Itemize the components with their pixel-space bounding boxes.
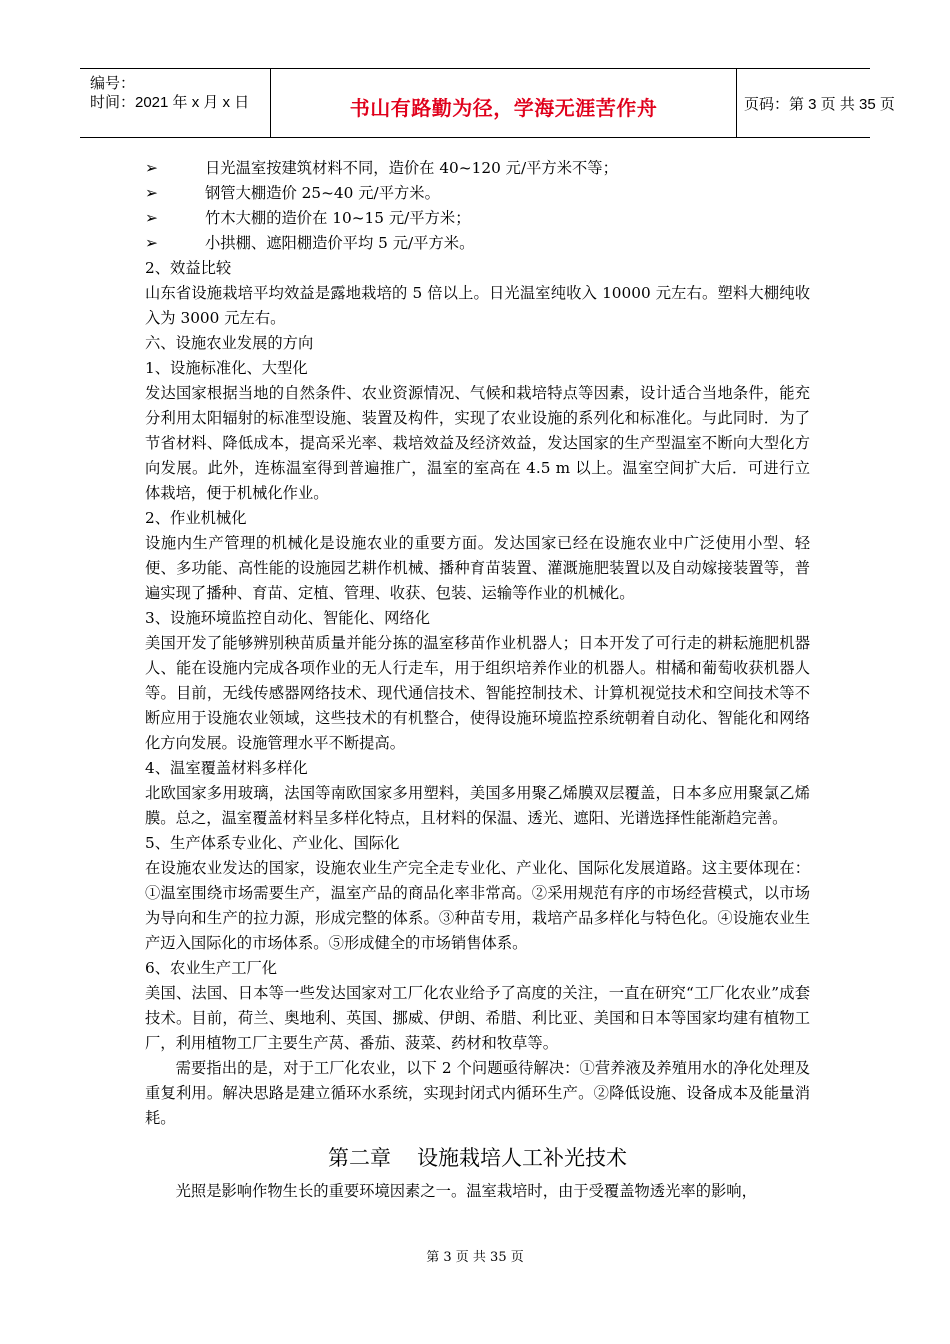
chapter-number: 第二章 <box>328 1146 391 1170</box>
list-item <box>145 181 810 206</box>
body-paragraph: 山东省设施栽培平均效益是露地栽培的 5 倍以上。日光温室纯收入 10000 元左右。塑料大棚纯收入为 3000 元左右。 <box>145 284 810 327</box>
document-body <box>145 156 810 1204</box>
section-heading: 2、作业机械化 <box>145 509 247 527</box>
chapter-title: 设施栽培人工补光技术 <box>417 1146 627 1170</box>
header-motto-cell <box>270 69 737 137</box>
header-info-cell <box>80 69 270 137</box>
motto-text: 书山有路勤为径，学海无涯苦作舟 <box>349 96 658 120</box>
arrowhead-bullet-icon: ➢ <box>145 184 158 202</box>
section-heading: 6、农业生产工厂化 <box>145 959 278 977</box>
section-heading: 3、设施环境监控自动化、智能化、网络化 <box>145 609 431 627</box>
body-paragraph: 需要指出的是，对于工厂化农业，以下 2 个问题亟待解决：①营养液及养殖用水的净化处理及重复利用。解决思路是建立循环水系统，实现封闭式内循环生产。②降低设施、设备成本及能量消耗。 <box>145 1059 810 1127</box>
header-page-cell <box>736 69 895 137</box>
section-heading: 4、温室覆盖材料多样化 <box>145 759 308 777</box>
arrowhead-bullet-icon: ➢ <box>145 209 158 227</box>
body-paragraph: 设施内生产管理的机械化是设施农业的重要方面。发达国家已经在设施农业中广泛使用小型、轻便、多功能、高性能的设施园艺耕作机械、播种育苗装置、灌溉施肥装置以及自动嫁接装置等，普遍实现了播种、育苗、定植、管理、收获、包装、运输等作业的机械化。 <box>145 534 810 602</box>
section-heading: 5、生产体系专业化、产业化、国际化 <box>145 834 400 852</box>
body-paragraph: 发达国家根据当地的自然条件、农业资源情况、气候和栽培特点等因素，设计适合当地条件，能充分利用太阳辐射的标准型设施、装置及构件，实现了农业设施的系列化和标准化。与此同时．为了节省材料、降低成本，提高采光率、栽培效益及经济效益，发达国家的生产型温室不断向大型化方向发展。此外，连栋温室得到普遍推广，温室的室高在 4.5 m 以上。温室空间扩大后．可进行立体栽培，便于机械化作业。 <box>145 384 810 502</box>
list-item-text: 小拱棚、遮阳棚造价平均 5 元/平方米。 <box>205 234 475 252</box>
body-paragraph: 美国开发了能够辨别秧苗质量并能分拣的温室移苗作业机器人；日本开发了可行走的耕耘施肥机器人、能在设施内完成各项作业的无人行走车，用于组织培养作业的机器人。柑橘和葡萄收获机器人等。目前，无线传感器网络技术、现代通信技术、智能控制技术、计算机视觉技术和空间技术等不断应用于设施农业领域，这些技术的有机整合，使得设施环境监控系统朝着自动化、智能化和网络化方向发展。设施管理水平不断提高。 <box>145 634 810 752</box>
page-header <box>80 68 895 138</box>
list-item <box>145 231 810 256</box>
section-heading: 1、设施标准化、大型化 <box>145 359 308 377</box>
arrowhead-bullet-icon: ➢ <box>145 159 158 177</box>
body-paragraph: 北欧国家多用玻璃，法国等南欧国家多用塑料，美国多用聚乙烯膜双层覆盖，日本多应用聚氯乙烯膜。总之，温室覆盖材料呈多样化特点，且材料的保温、透光、遮阳、光谱选择性能渐趋完善。 <box>145 784 810 827</box>
section-heading: 六、设施农业发展的方向 <box>145 334 314 352</box>
body-paragraph: 美国、法国、日本等一些发达国家对工厂化农业给予了高度的关注，一直在研究“工厂化农业”成套技术。目前，荷兰、奥地利、英国、挪威、伊朗、希腊、利比亚、美国和日本等国家均建有植物工厂，利用植物工厂主要生产莴、番茄、菠菜、药材和牧草等。 <box>145 984 810 1052</box>
chapter-heading <box>145 1143 810 1173</box>
arrowhead-bullet-icon: ➢ <box>145 234 158 252</box>
list-item <box>145 156 810 181</box>
body-paragraph: 在设施农业发达的国家，设施农业生产完全走专业化、产业化、国际化发展道路。这主要体现在：①温室围绕市场需要生产，温室产品的商品化率非常高。②采用规范有序的市场经营模式，以市场为导向和生产的拉力源，形成完整的体系。③种苗专用，栽培产品多样化与特色化。④设施农业生产迈入国际化的市场体系。⑤形成健全的市场销售体系。 <box>145 859 810 952</box>
header-page-number: 页码：第 3 页 共 35 页 <box>744 96 895 113</box>
list-item-text: 钢管大棚造价 25~40 元/平方米。 <box>205 184 440 202</box>
list-item-text: 日光温室按建筑材料不同，造价在 40~120 元/平方米不等； <box>205 159 618 177</box>
document-number-label: 编号： <box>90 75 136 92</box>
list-item-text: 竹木大棚的造价在 10~15 元/平方米； <box>205 209 471 227</box>
document-date: 时间：2021 年 x 月 x 日 <box>90 94 250 111</box>
section-heading: 2、效益比较 <box>145 259 232 277</box>
page-footer: 第 3 页 共 35 页 <box>426 1250 524 1265</box>
list-item <box>145 206 810 231</box>
body-paragraph: 光照是影响作物生长的重要环境因素之一。温室栽培时，由于受覆盖物透光率的影响， <box>175 1182 757 1200</box>
